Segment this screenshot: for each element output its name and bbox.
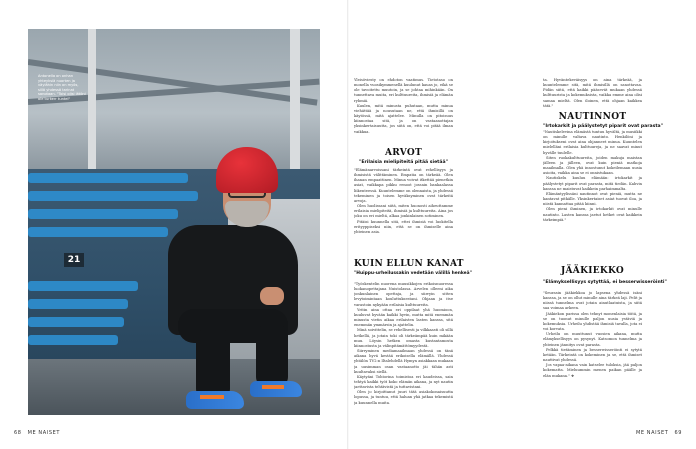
paragraph: ta. Hyväntekeväisyys on aina tärkeää, ja kuuntelemme sitä, mitä ihmisillä on sanottavaa. Pidän siitä, että kaikki pääsevät mukaan yhdessä kulttuurista ja kokemuksista, vaikka emme aina olisi samaa mieltä. Olen iloinen, että ohjaan kaikkea tätä." <box>543 78 642 108</box>
photo-caption: Antonella on onhan yhteyksiä nuorten ja väylähin niin on myös, sillä yhdessä tarinat sanotaan. "Toisi olisi iätöni ole turkerr tuntel" <box>38 74 86 101</box>
paragraph: Nautiskelu kuuluu elämään: irtokarkit ja päälystetyt piparit ovat parasta, mitä tiedän. Kahvin kanssa ne maistuvat kaikkein parhaimmalta. <box>543 176 642 191</box>
paragraph: Minä soivittelin, se rehellisesti ja vilkkaasti oli sillä hetkellä, ja jotain toki oli tärkeämpää kuin mikään muu. Löysin hetken omasta kustantamosta kiinnostusta ja välinpitämättömyydestä. <box>354 328 453 348</box>
paragraph: Jääkiekon parissa olen tehnyt monenlaisia töitä, ja se on tuonut minulle paljon uusia ystäviä ja kokemuksia. Urheilu yhdistää ihmisiä tavalla, jota ei voi korvata. <box>543 311 642 332</box>
folio-left <box>14 430 66 436</box>
stadium-pillar <box>88 29 96 179</box>
seat-number-sign: 21 <box>64 253 84 267</box>
paragraph: Olen huolissani siitä, miten huonosti aiheuttamme erilaisia mielipiteitä, ihmisiä ja kulttuureita. Aina jos joku on eri mieltä, alkaa jonkinlainen sotiminen. <box>354 204 453 219</box>
seat-row <box>28 335 118 345</box>
section-heading-arvot: ARVOT <box>384 148 422 158</box>
paragraph: Olen pieni ihminen, ja irtokarkit ovat minulle nautinto. Lasten kanssa jaetut hetket ovat kaikkein tärkeimpiä." <box>543 207 642 222</box>
seat-row <box>28 227 168 237</box>
paragraph: "Seurasin jääkiekkoa jo lapsena yhdessä isäni kanssa, ja se on ollut minulle aina tärkeä laji. Pelit ja niissä tunnelma ovat jotain ainutlaatuista, ja siitä saa voimaa arkeen. <box>543 291 642 311</box>
paragraph: Käytyäni Tohtorina toimistoa eri kaudeissa, sain tehtyä kaikki työt koko elämän aikana, ja nyt nautin jaettavista tehtävistä ja tuttavistani. <box>354 374 453 390</box>
magazine-name: ME NAISET <box>635 430 669 436</box>
folio-right <box>630 430 682 436</box>
kuin-ellun-kanat-text <box>354 282 453 422</box>
seat-row <box>28 299 128 309</box>
continuation-text <box>543 78 642 108</box>
paragraph: Elämäntyylissäni nautinnot ovat pieniä, mutta ne kantavat pitkälle. Yksinkertaiset asiat tuovat iloa, ja niistä kannattaa pitää kiinni. <box>543 191 642 207</box>
section-heading-kuin-ellun-kanat: KUIN ELLUN KANAT <box>354 259 464 269</box>
page-number: 69 <box>674 430 682 436</box>
paragraph: Pitäisi kuunnella sitä, ettei ihmisiä voi luokitella erityyppiseksi niin, että se on ihmiselle aina yhteinen asia. <box>354 219 453 234</box>
jaakiekko-text <box>543 291 642 422</box>
right-page <box>348 0 696 449</box>
section-heading-nautinnot: NAUTINNOT <box>558 112 627 122</box>
person-leg <box>196 329 230 399</box>
paragraph: "Työskentelin nuorena muusikkojen erikoisnuoressa luokanopettajana Nuistolassa. Arvelen olleeni aika jonkunlainen opettaja, ja siirryin sitten levytoimintaan kouluttuksestani. Ohjaan ja itse varastoin nykyään erilaisia kulttuureita. <box>354 282 453 307</box>
paragraph: Kuulen, mitä minusta puhutaan, mutta minua viehättää ja nousutaan ne, että ihmisillä on käytössä, mitä ajattelee. Minulla on pitoisuus kiinnostaa sitä, ja on vastaanottajan yksinkertaisuutta, jos siitä on, että voi pitää ilman vaikkua. <box>354 103 453 134</box>
paragraph: Siirryminen mediamaailmaan yhdessä on tänä aikana hyvä kestää erikoisella elämällä. Yhdessä yhtälön TV2:n Iltalehdellä Hymyn asiakkaan mukaan ja uusimman osan vastaanotto jäi tähän asti kuultavaksi siellä. <box>354 349 453 374</box>
intro-text <box>354 78 453 148</box>
page-number: 68 <box>14 430 22 436</box>
section-subheading-nautinnot: "Irtokarkit ja päälystetyt piparit ovat parasta" <box>543 124 664 129</box>
paragraph: Yleisöviesty on ehdoton vaatimus. Tietotaso on monella vuosikymmenellä kuulunut kauas jo, eikä se ole tavoitettu muutoin, ja se johtaa mihinkään. On tunnettava muita, eri kulttuureita, ihmisiä ja elämän ryhmiä. <box>354 78 453 103</box>
seat-row <box>28 281 138 291</box>
paragraph: Siten ruokakulttuureita, joiden makuja maistan jälleen ja jälleen, ovat kuin pieniä matkoja maailmalla. Olen yhä innostunut kokeilemaan uusia asioita, vaikka aina se ei onnistukaan. <box>543 155 642 176</box>
person-hand <box>260 287 284 305</box>
paragraph: Olen jo kirjoittanut juuri tätä asiakokonaisuutta lopussa, ja tuntuu, että haluan yhä jatkaa tekemistä ja kuunnella muita. <box>354 390 453 405</box>
portrait-photo <box>28 29 320 415</box>
sneaker-stripe <box>200 395 224 399</box>
paragraph: Yritin aina ottaa eri oppilaat yhä huomioon, kuuluvat hyvään kaikki hyvin, mutta mitä enemmän minusta vietin aikaa erilaisten lasten kanssa, sitä enemmän ymmärsin ja ajattelin. <box>354 307 453 328</box>
section-heading-jaakiekko: JÄÄKIEKKO <box>560 266 625 276</box>
paragraph: "Elämänarvoissani tärkeintä ovat rehellisyys ja ihmisistä välittäminen. Empatia on tärkeää. Olen ihanan empaattinen. Minua voivat itkettää pienetkin asiat, vaikkapa pikku renoot jossain bankaalassa liikenteessä. Kuuntelemme on olennaista, ja yhdessä tekeminen ja toisen hyväksyminen ovat tärkeitä arvoja. <box>354 168 453 203</box>
paragraph: Urheilu on muuttunut vuosien aikana, mutta elämyksellisyys on pysynyt. Katsomon tunnelma ja yhteinen jännitys ovat parasta. <box>543 332 642 347</box>
section-subheading-arvot: "Erilaisia mielipiteitä pitää sietää" <box>359 160 448 165</box>
sneaker-stripe <box>262 385 284 389</box>
blue-sneaker <box>250 381 302 397</box>
seat-row <box>28 317 124 327</box>
arvot-text <box>354 168 453 252</box>
section-subheading-kuin-ellun-kanat: "Huippu-urheilussakin vedetään välillä henkeä" <box>354 271 472 276</box>
paragraph: Jos vapaa-aikana vain katselee tuloksia, jää paljon kokematta. Mieluummin menen paikan päälle ja elän mukana." ❖ <box>543 363 642 378</box>
blue-sneaker <box>186 391 244 409</box>
seat-row <box>28 191 198 201</box>
person-leg <box>256 325 288 387</box>
seat-row <box>28 173 188 183</box>
nautinnot-text <box>543 130 642 276</box>
paragraph: Pelkkä tietäminen ja besserwisseröinti ei sytytä ketään. Tärkeintä on kokeminen ja se, että ihmiset nauttivat yhdessä. <box>543 347 642 363</box>
paragraph: "Nautiskelevina elämästä tuntuu hyvältä, ja musiikki on minulle valtava nautinto. Henkilöni ja kirjoitukseni ovat aina ohjanneet minua. Kuuntelen mielelläni erilaisia kulttuureja, ja ne saavat minut hyvälle tuulelle. <box>543 130 642 155</box>
seat-row <box>28 209 178 219</box>
section-subheading-jaakiekko: "Elämyksellisyys sytyttää, ei besserwisseröinti" <box>543 280 667 285</box>
magazine-name: ME NAISET <box>27 430 61 436</box>
